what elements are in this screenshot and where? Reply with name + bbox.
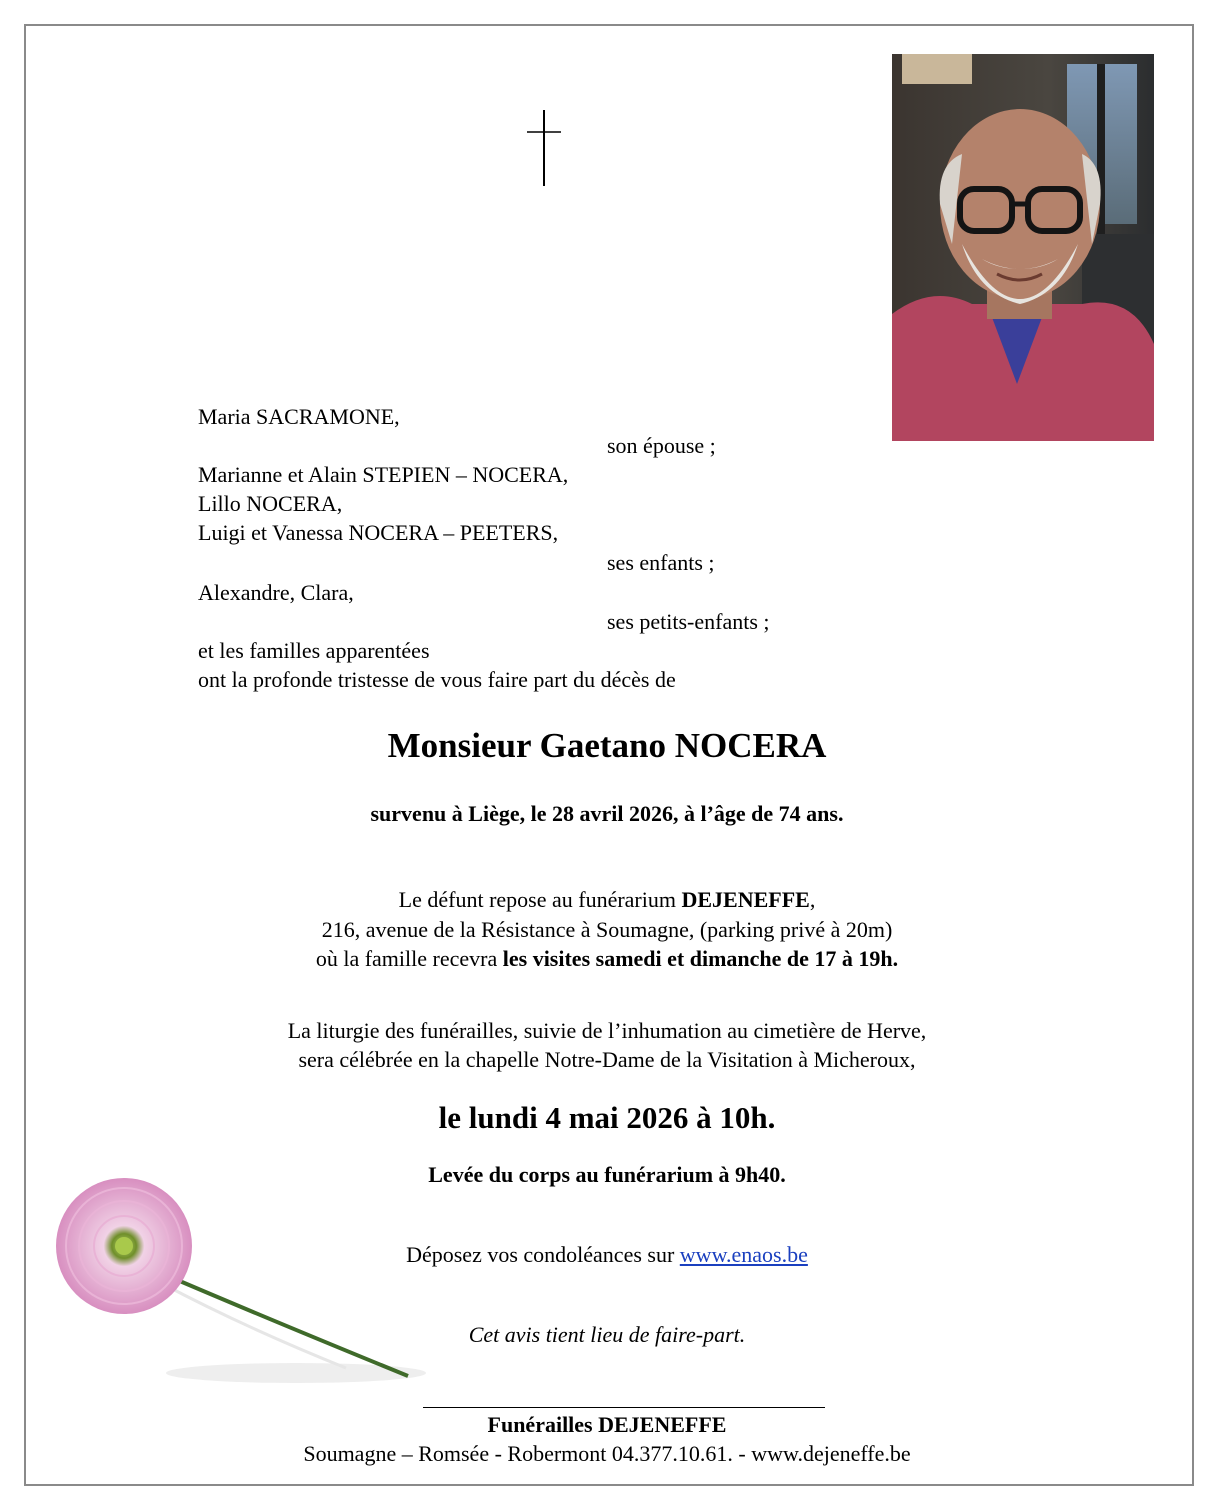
footer-company: Funérailles DEJENEFFE [487,1412,727,1437]
visitation-line-3: où la famille recevra les visites samedi et dimanche de 17 à 19h. [315,946,899,971]
visitation-address: 216, avenue de la Résistance à Soumagne, (parking privé à 20m) [321,917,893,942]
footer-contact: Soumagne – Romsée - Robermont 04.377.10.61. - www.dejeneffe.be [303,1441,911,1466]
funeral-date: le lundi 4 mai 2026 à 10h. [438,1100,776,1135]
visitation-hours: les visites samedi et dimanche de 17 à 19h. [502,946,899,971]
funeral-home-name: DEJENEFFE [681,887,810,912]
condolences-link[interactable]: www.enaos.be [679,1242,808,1267]
portrait-photo [892,54,1154,441]
levee-du-corps: Levée du corps au funérarium à 9h40. [428,1162,786,1187]
closing-line: et les familles apparentées [198,638,430,663]
cross-icon [527,110,561,186]
child-line: Luigi et Vanessa NOCERA – PEETERS, [198,520,559,545]
deceased-name: Monsieur Gaetano NOCERA [387,726,827,765]
death-info: survenu à Liège, le 28 avril 2026, à l’âge de 74 ans. [370,801,844,826]
child-line: Marianne et Alain STEPIEN – NOCERA, [198,462,569,487]
children-relation: ses enfants ; [607,550,715,575]
funeral-line-1: La liturgie des funérailles, suivie de l’inhumation au cimetière de Herve, [287,1018,927,1043]
spouse-relation: son épouse ; [607,433,716,458]
visitation-line-1: Le défunt repose au funérarium DEJENEFFE, [398,887,816,912]
condolences-line: Déposez vos condoléances sur www.enaos.be [406,1242,808,1267]
grandchildren-relation: ses petits-enfants ; [607,609,770,634]
grandchildren-names: Alexandre, Clara, [198,580,354,605]
footer-divider [423,1407,825,1408]
closing-line: ont la profonde tristesse de vous faire part du décès de [198,667,676,692]
flower-image [46,1168,426,1408]
spouse-name: Maria SACRAMONE, [198,404,400,429]
funeral-line-2: sera célébrée en la chapelle Notre-Dame de la Visitation à Micheroux, [298,1047,916,1072]
notice-text: Cet avis tient lieu de faire-part. [468,1322,746,1347]
child-line: Lillo NOCERA, [198,491,343,516]
